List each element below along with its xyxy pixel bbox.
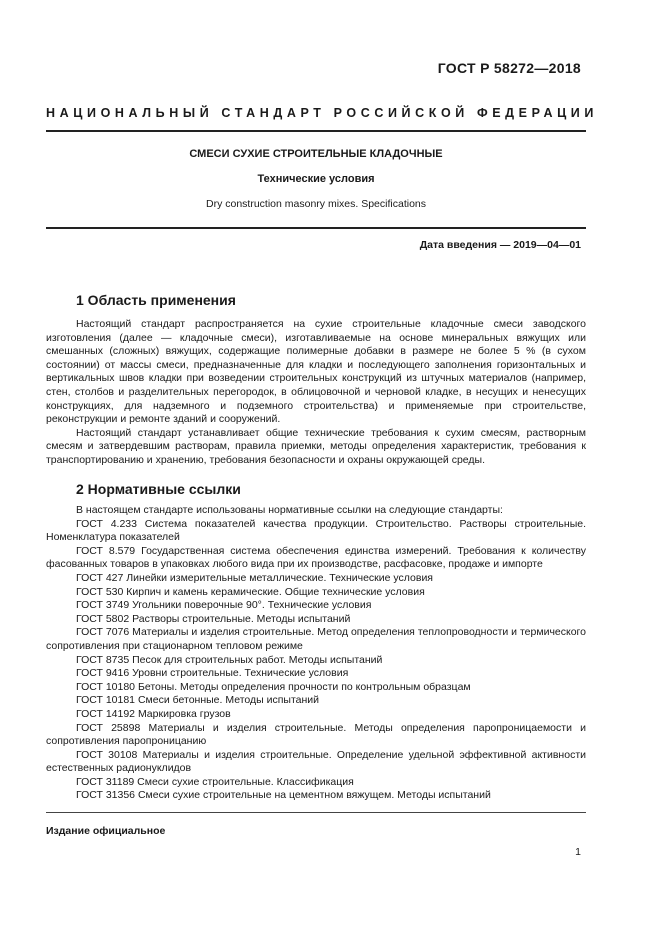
reference-item: ГОСТ 31356 Смеси сухие строительные на цементном вяжущем. Методы испытаний bbox=[76, 789, 491, 802]
references-list bbox=[46, 504, 586, 803]
english-title: Dry construction masonry mixes. Specifications bbox=[206, 198, 426, 210]
title-divider bbox=[46, 227, 586, 229]
reference-item: ГОСТ 10180 Бетоны. Методы определения прочности по контрольным образцам bbox=[76, 680, 471, 693]
reference-item: ГОСТ 9416 Уровни строительные. Технические условия bbox=[76, 667, 349, 680]
edition-label: Издание официальное bbox=[46, 825, 166, 837]
section-1-paragraph-1: Настоящий стандарт распространяется на сухие строительные кладочные смеси заводского изготовления (далее — кладочные смеси), изготавливаемые на основе минеральных вяжущих или смешанных (сложных) вяжущих, содержащие полимерные добавки в размере не более 5 % (в сухом состоянии) от массы смеси, предназначенные для кладки и последующего заполнения горизонтальных и вертикальных швов кладки при возведении строительных конструкций из штучных материалов (например, стен, столбов и разделительных перегородок, в облицовочной и черновой кладке, в несущих и ненесущих конструкциях, для надземного и подземного строительства) и применяемые при строительстве, реконструкции и ремонте зданий и сооружений. bbox=[46, 318, 586, 426]
reference-item: ГОСТ 10181 Смеси бетонные. Методы испытаний bbox=[76, 694, 320, 707]
section-1-body bbox=[46, 318, 586, 468]
introduction-date: Дата введения — 2019—04—01 bbox=[419, 239, 581, 251]
reference-item: ГОСТ 8.579 Государственная система обеспечения единства измерений. Требования к количеству фасованных товаров в упаковках любого вида при их производстве, расфасовке, продаже и импорте bbox=[46, 544, 586, 571]
section-1-paragraph-2: Настоящий стандарт устанавливает общие технические требования к сухим смесям, растворным смесям и затвердевшим растворам, правила приемки, методы определения характеристик, требования к транспортированию и хранению, требования безопасности и охраны окружающей среды. bbox=[46, 426, 586, 466]
reference-item: ГОСТ 530 Кирпич и камень керамические. Общие технические условия bbox=[76, 585, 425, 598]
reference-item: ГОСТ 7076 Материалы и изделия строительные. Метод определения теплопроводности и термического сопротивления при стационарном тепловом режиме bbox=[46, 626, 586, 652]
references-intro: В настоящем стандарте использованы нормативные ссылки на следующие стандарты: bbox=[76, 504, 503, 516]
reference-item: ГОСТ 30108 Материалы и изделия строительные. Определение удельной эффективной активности естественных радионуклидов bbox=[46, 748, 586, 775]
reference-item: ГОСТ 3749 Угольники поверочные 90°. Технические условия bbox=[76, 599, 372, 612]
reference-item: ГОСТ 427 Линейки измерительные металлические. Технические условия bbox=[76, 571, 433, 584]
reference-item: ГОСТ 5802 Растворы строительные. Методы испытаний bbox=[76, 612, 351, 625]
section-2-heading: 2 Нормативные ссылки bbox=[76, 481, 241, 497]
document-subtitle: Технические условия bbox=[257, 173, 375, 185]
section-1-heading: 1 Область применения bbox=[76, 292, 236, 308]
reference-item: ГОСТ 4.233 Система показателей качества продукции. Строительство. Растворы строительные. Номенклатура показателей bbox=[46, 517, 586, 544]
reference-item: ГОСТ 25898 Материалы и изделия строительные. Методы определения паропроницаемости и сопротивления паропроницанию bbox=[46, 721, 586, 748]
national-standard-banner: НАЦИОНАЛЬНЫЙ СТАНДАРТ РОССИЙСКОЙ ФЕДЕРАЦИИ bbox=[46, 106, 598, 120]
footer-divider bbox=[46, 812, 586, 813]
reference-item: ГОСТ 31189 Смеси сухие строительные. Классификация bbox=[76, 775, 354, 788]
reference-item: ГОСТ 14192 Маркировка грузов bbox=[76, 707, 231, 720]
document-title: СМЕСИ СУХИЕ СТРОИТЕЛЬНЫЕ КЛАДОЧНЫЕ bbox=[189, 148, 443, 160]
top-divider bbox=[46, 130, 586, 132]
document-code: ГОСТ Р 58272—2018 bbox=[437, 60, 581, 76]
reference-item: ГОСТ 8735 Песок для строительных работ. Методы испытаний bbox=[76, 653, 383, 666]
page-number: 1 bbox=[575, 846, 581, 858]
